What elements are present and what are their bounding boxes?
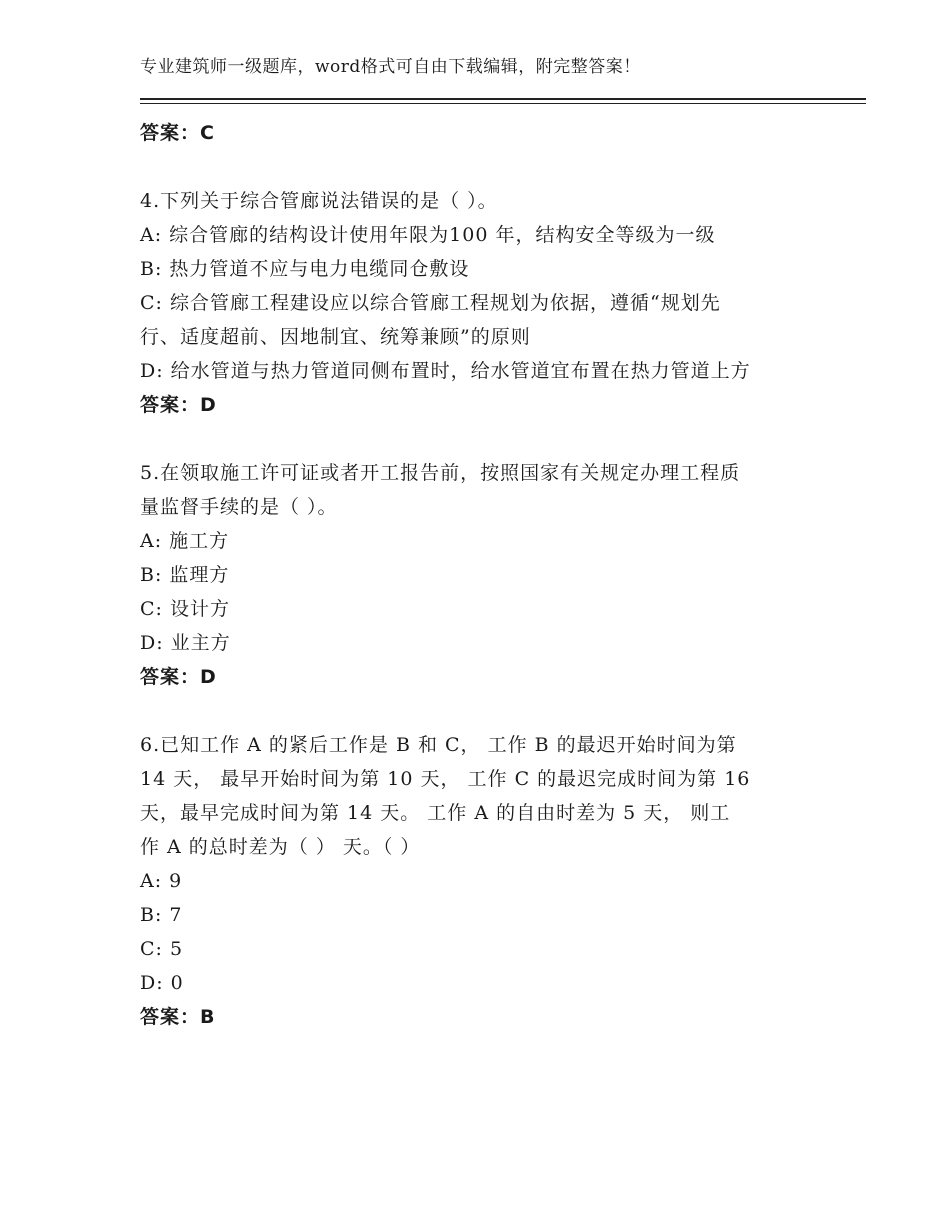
answer: 答案：B	[140, 1006, 216, 1028]
question-6	[140, 728, 810, 1034]
option-c: C: 5	[140, 938, 184, 960]
option-d: D: 业主方	[140, 632, 231, 654]
question-4	[140, 184, 810, 422]
option-c: C: 设计方	[140, 598, 230, 620]
question-stem-continued: 天，最早完成时间为第 14 天。 工作 A 的自由时差为 5 天， 则工	[140, 802, 731, 824]
option-a: A: 9	[140, 870, 183, 892]
answer: 答案：D	[140, 666, 217, 688]
answer: 答案：D	[140, 394, 217, 416]
option-a: A: 施工方	[140, 530, 230, 552]
question-stem-continued: 14 天， 最早开始时间为第 10 天， 工作 C 的最迟完成时间为第 16	[140, 768, 751, 790]
page-header: 专业建筑师一级题库，word格式可自由下载编辑，附完整答案！	[140, 57, 641, 77]
option-d: D: 0	[140, 972, 184, 994]
question-stem-continued: 作 A 的总时差为（ ） 天。（ ）	[140, 836, 421, 858]
question-5	[140, 456, 810, 694]
option-b: B: 监理方	[140, 564, 230, 586]
question-stem: 6.已知工作 A 的紧后工作是 B 和 C， 工作 B 的最迟开始时间为第	[140, 734, 737, 756]
question-stem: 5.在领取施工许可证或者开工报告前，按照国家有关规定办理工程质	[140, 462, 741, 484]
option-d: D: 给水管道与热力管道同侧布置时，给水管道宜布置在热力管道上方	[140, 360, 751, 382]
option-b: B: 热力管道不应与电力电缆同仓敷设	[140, 258, 470, 280]
answer-previous: 答案：C	[140, 122, 215, 144]
question-stem: 4.下列关于综合管廊说法错误的是（ ）。	[140, 190, 498, 212]
spacer	[140, 422, 810, 456]
option-b: B: 7	[140, 904, 183, 926]
spacer	[140, 150, 810, 184]
document-body	[140, 116, 810, 1034]
question-stem-continued: 量监督手续的是（ ）。	[140, 496, 338, 518]
option-a: A: 综合管廊的结构设计使用年限为100 年，结构安全等级为一级	[140, 224, 716, 246]
option-c-continued: 行、适度超前、因地制宜、统筹兼顾”的原则	[140, 326, 531, 348]
spacer	[140, 694, 810, 728]
option-c: C: 综合管廊工程建设应以综合管廊工程规划为依据，遵循“规划先	[140, 292, 721, 314]
header-divider	[140, 98, 866, 104]
